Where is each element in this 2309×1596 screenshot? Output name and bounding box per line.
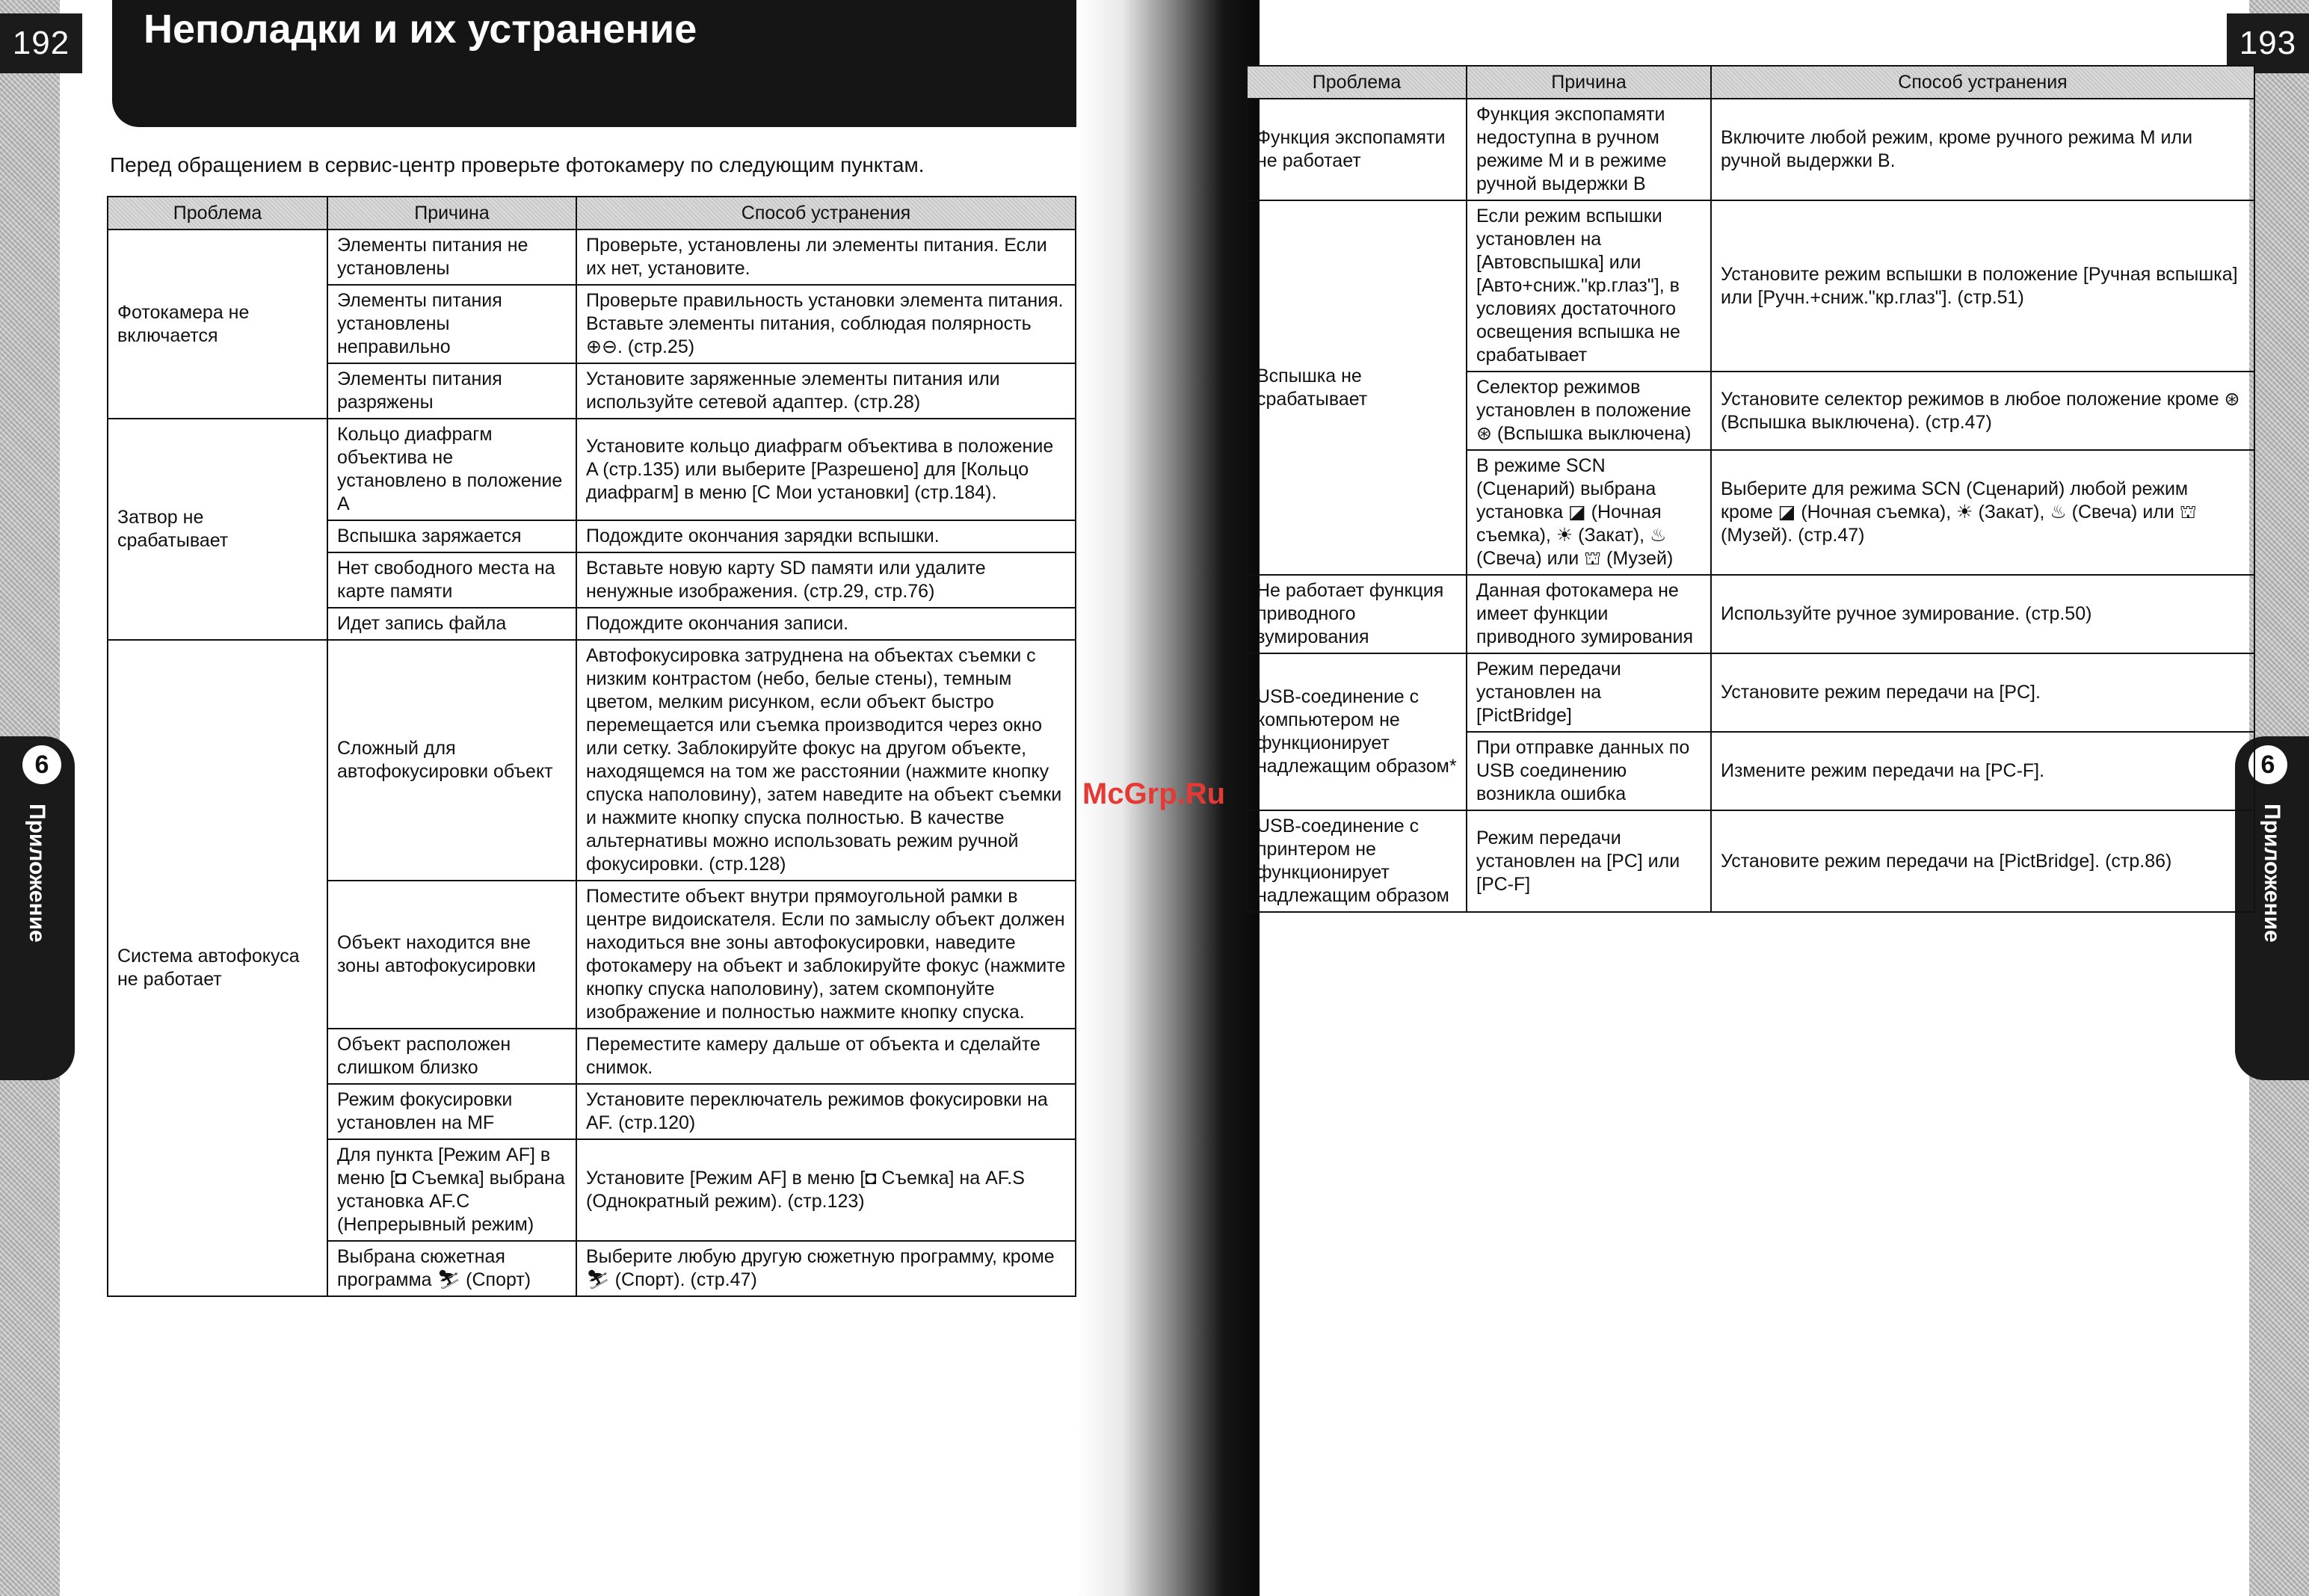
solution-cell: Установите [Режим AF] в меню [◘ Съемка] на AF.S (Однократный режим). (стр.123) — [576, 1139, 1076, 1241]
cause-cell: Элементы питания разряжены — [327, 363, 576, 419]
cause-cell: Нет свободного места на карте памяти — [327, 552, 576, 608]
section-label: Приложение — [25, 804, 49, 943]
problem-cell: Затвор не срабатывает — [108, 419, 327, 640]
page-number-left: 192 — [0, 13, 82, 73]
table-row — [1247, 200, 2254, 372]
table-row — [1247, 653, 2254, 732]
cause-cell: Вспышка заряжается — [327, 520, 576, 552]
header-cause: Причина — [1467, 66, 1711, 99]
table-header-row — [108, 197, 1076, 229]
cause-cell: Идет запись файла — [327, 608, 576, 640]
solution-cell: Подождите окончания зарядки вспышки. — [576, 520, 1076, 552]
solution-cell: Установите режим передачи на [PC]. — [1711, 653, 2254, 732]
problem-cell: Функция экспопамяти не работает — [1247, 99, 1467, 200]
solution-cell: Установите заряженные элементы питания или используйте сетевой адаптер. (стр.28) — [576, 363, 1076, 419]
solution-cell: Установите кольцо диафрагм объектива в положение A (стр.135) или выберите [Разрешено] для [Кольцо диафрагм] в меню [C Мои установки] (стр.184). — [576, 419, 1076, 520]
cause-cell: Режим передачи установлен на [PC] или [PC-F] — [1467, 810, 1711, 912]
cause-cell: Объект находится вне зоны автофокусировки — [327, 881, 576, 1029]
problem-cell: USB-соединение с компьютером не функционирует надлежащим образом* — [1247, 653, 1467, 810]
header-solution: Способ устранения — [576, 197, 1076, 229]
solution-cell: Установите режим вспышки в положение [Ручная вспышка] или [Ручн.+сниж."кр.глаз"]. (стр.51) — [1711, 200, 2254, 372]
problem-cell: Фотокамера не включается — [108, 229, 327, 419]
table-row — [1247, 575, 2254, 653]
cause-cell: Селектор режимов установлен в положение ⊛ (Вспышка выключена) — [1467, 372, 1711, 450]
cause-cell: Сложный для автофокусировки объект — [327, 640, 576, 881]
solution-cell: Установите режим передачи на [PictBridge]. (стр.86) — [1711, 810, 2254, 912]
problem-cell: Вспышка не срабатывает — [1247, 200, 1467, 575]
cause-cell: Режим передачи установлен на [PictBridge] — [1467, 653, 1711, 732]
solution-cell: Проверьте правильность установки элемента питания. Вставьте элементы питания, соблюдая полярность ⊕⊖. (стр.25) — [576, 285, 1076, 363]
cause-cell: Функция экспопамяти недоступна в ручном режиме M и в режиме ручной выдержки B — [1467, 99, 1711, 200]
cause-cell: Данная фотокамера не имеет функции приводного зумирования — [1467, 575, 1711, 653]
title-bar — [112, 0, 1076, 127]
solution-cell: Проверьте, установлены ли элементы питания. Если их нет, установите. — [576, 229, 1076, 285]
table-row — [108, 229, 1076, 285]
header-problem: Проблема — [1247, 66, 1467, 99]
table-row — [108, 419, 1076, 520]
page-title: Неполадки и их устранение — [144, 7, 697, 52]
solution-cell: Выберите любую другую сюжетную программу, кроме ⛷ (Спорт). (стр.47) — [576, 1241, 1076, 1296]
cause-cell: Выбрана сюжетная программа ⛷ (Спорт) — [327, 1241, 576, 1296]
troubleshooting-table-left — [107, 196, 1076, 1297]
header-problem: Проблема — [108, 197, 327, 229]
solution-cell: Выберите для режима SCN (Сценарий) любой режим кроме ◪ (Ночная съемка), ☀ (Закат), ♨ (Свеча) или ⛫ (Музей). (стр.47) — [1711, 450, 2254, 575]
section-number-badge: 6 — [22, 745, 61, 784]
solution-cell: Измените режим передачи на [PC-F]. — [1711, 732, 2254, 810]
solution-cell: Установите переключатель режимов фокусировки на AF. (стр.120) — [576, 1084, 1076, 1139]
solution-cell: Используйте ручное зумирование. (стр.50) — [1711, 575, 2254, 653]
solution-cell: Переместите камеру дальше от объекта и сделайте снимок. — [576, 1029, 1076, 1084]
cause-cell: Элементы питания установлены неправильно — [327, 285, 576, 363]
table-header-row — [1247, 66, 2254, 99]
cause-cell: Для пункта [Режим AF] в меню [◘ Съемка] выбрана установка AF.C (Непрерывный режим) — [327, 1139, 576, 1241]
cause-cell: Если режим вспышки установлен на [Автовспышка] или [Авто+сниж."кр.глаз"], в условиях достаточного освещения вспышка не срабатывает — [1467, 200, 1711, 372]
problem-cell: Не работает функция приводного зумирования — [1247, 575, 1467, 653]
problem-cell: USB-соединение с принтером не функционирует надлежащим образом — [1247, 810, 1467, 912]
cause-cell: Элементы питания не установлены — [327, 229, 576, 285]
header-cause: Причина — [327, 197, 576, 229]
watermark: McGrp.Ru — [1082, 777, 1226, 810]
solution-cell: Подождите окончания записи. — [576, 608, 1076, 640]
table-row — [108, 640, 1076, 881]
solution-cell: Автофокусировка затруднена на объектах съемки с низким контрастом (небо, белые стены), темным цветом, мелким рисунком, если объект быстро перемещается или съемка производится через окно или сетку. Заблокируйте фокус на другом объекте, находящемся на том же расстоянии (нажмите кнопку спуска наполовину), затем наведите на объект съемки и нажмите кнопку спуска полностью. В качестве альтернативы можно использовать режим ручной фокусировки. (стр.128) — [576, 640, 1076, 881]
intro-text: Перед обращением в сервис-центр проверьте фотокамеру по следующим пунктам. — [110, 153, 925, 176]
section-label: Приложение — [2260, 804, 2284, 943]
solution-cell: Вставьте новую карту SD памяти или удалите ненужные изображения. (стр.29, стр.76) — [576, 552, 1076, 608]
cause-cell: Режим фокусировки установлен на MF — [327, 1084, 576, 1139]
section-tab-left — [0, 736, 75, 1080]
section-number-badge: 6 — [2248, 745, 2287, 784]
cause-cell: Кольцо диафрагм объектива не установлено в положение A — [327, 419, 576, 520]
solution-cell: Поместите объект внутри прямоугольной рамки в центре видоискателя. Если по замыслу объект должен находиться вне зоны автофокусировки, наведите фотокамеру на объект и заблокируйте фокус (нажмите кнопку спуска наполовину), затем скомпонуйте изображение и полностью нажмите кнопку спуска. — [576, 881, 1076, 1029]
troubleshooting-table-right — [1246, 65, 2255, 913]
table-row — [1247, 810, 2254, 912]
solution-cell: Установите селектор режимов в любое положение кроме ⊛ (Вспышка выключена). (стр.47) — [1711, 372, 2254, 450]
cause-cell: При отправке данных по USB соединению возникла ошибка — [1467, 732, 1711, 810]
header-solution: Способ устранения — [1711, 66, 2254, 99]
page-number-right: 193 — [2227, 13, 2309, 73]
solution-cell: Включите любой режим, кроме ручного режима M или ручной выдержки B. — [1711, 99, 2254, 200]
problem-cell: Система автофокуса не работает — [108, 640, 327, 1296]
cause-cell: Объект расположен слишком близко — [327, 1029, 576, 1084]
cause-cell: В режиме SCN (Сценарий) выбрана установка ◪ (Ночная съемка), ☀ (Закат), ♨ (Свеча) или ⛫ (Музей) — [1467, 450, 1711, 575]
table-row — [1247, 99, 2254, 200]
